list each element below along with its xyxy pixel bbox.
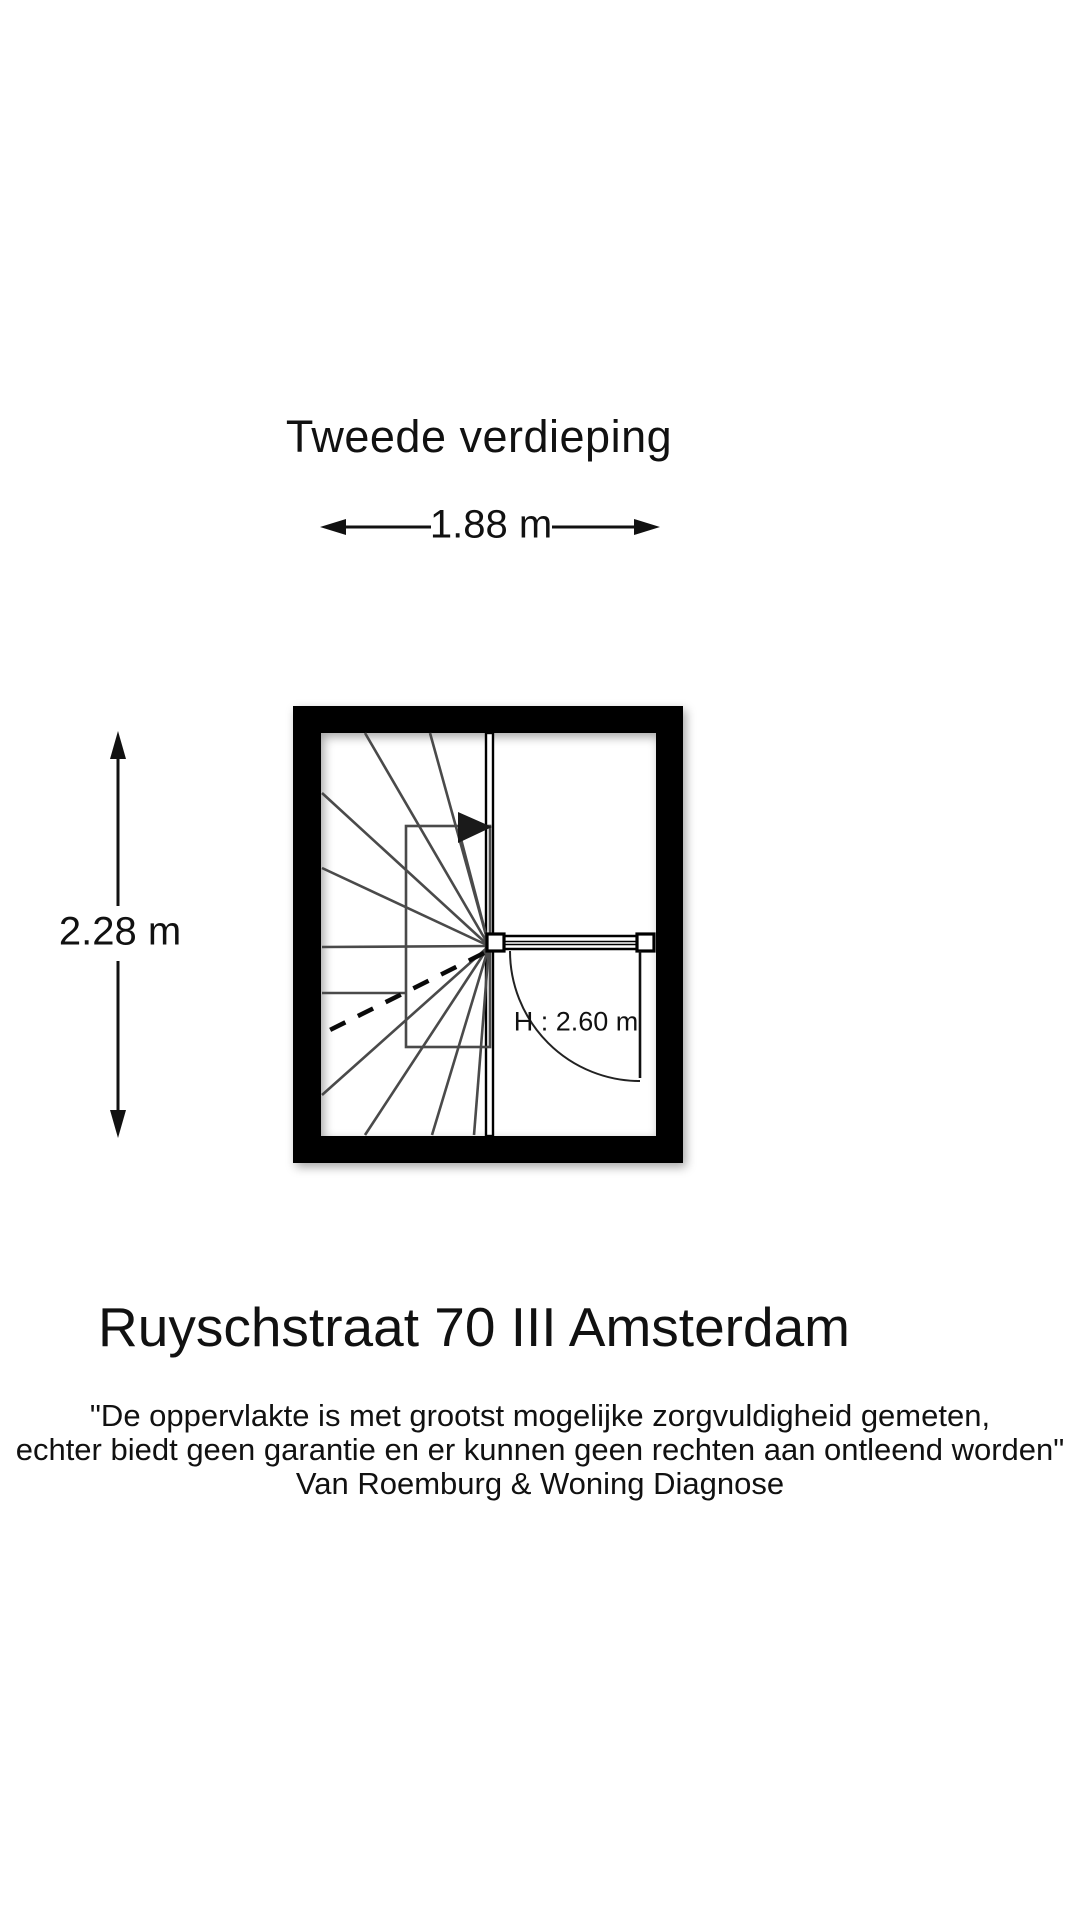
disclaimer-line-1: "De oppervlakte is met grootst mogelijke zorgvuldigheid gemeten,: [89, 1398, 991, 1433]
arrow-right-icon: [634, 519, 660, 535]
arrow-down-icon: [110, 1110, 126, 1138]
disclaimer-line-3: Van Roemburg & Woning Diagnose: [295, 1466, 785, 1501]
door-post-right: [637, 934, 654, 951]
door-post-left: [487, 934, 504, 951]
height-dimension-label: 2.28 m: [58, 909, 182, 954]
staircase: [322, 733, 490, 1135]
page-title: Tweede verdieping: [285, 411, 673, 462]
arrow-up-icon: [110, 731, 126, 759]
ceiling-height-label: H : 2.60 m: [513, 1006, 639, 1037]
stair-tread-line: [365, 733, 489, 946]
address-caption: Ruyschstraat 70 III Amsterdam: [98, 1296, 850, 1358]
arrow-left-icon: [320, 519, 346, 535]
disclaimer-block: [16, 1399, 1065, 1501]
stair-tread-line: [461, 839, 489, 946]
width-dimension-label: 1.88 m: [429, 502, 553, 547]
disclaimer-line-2: echter biedt geen garantie en er kunnen geen rechten aan ontleend worden": [15, 1432, 1065, 1467]
